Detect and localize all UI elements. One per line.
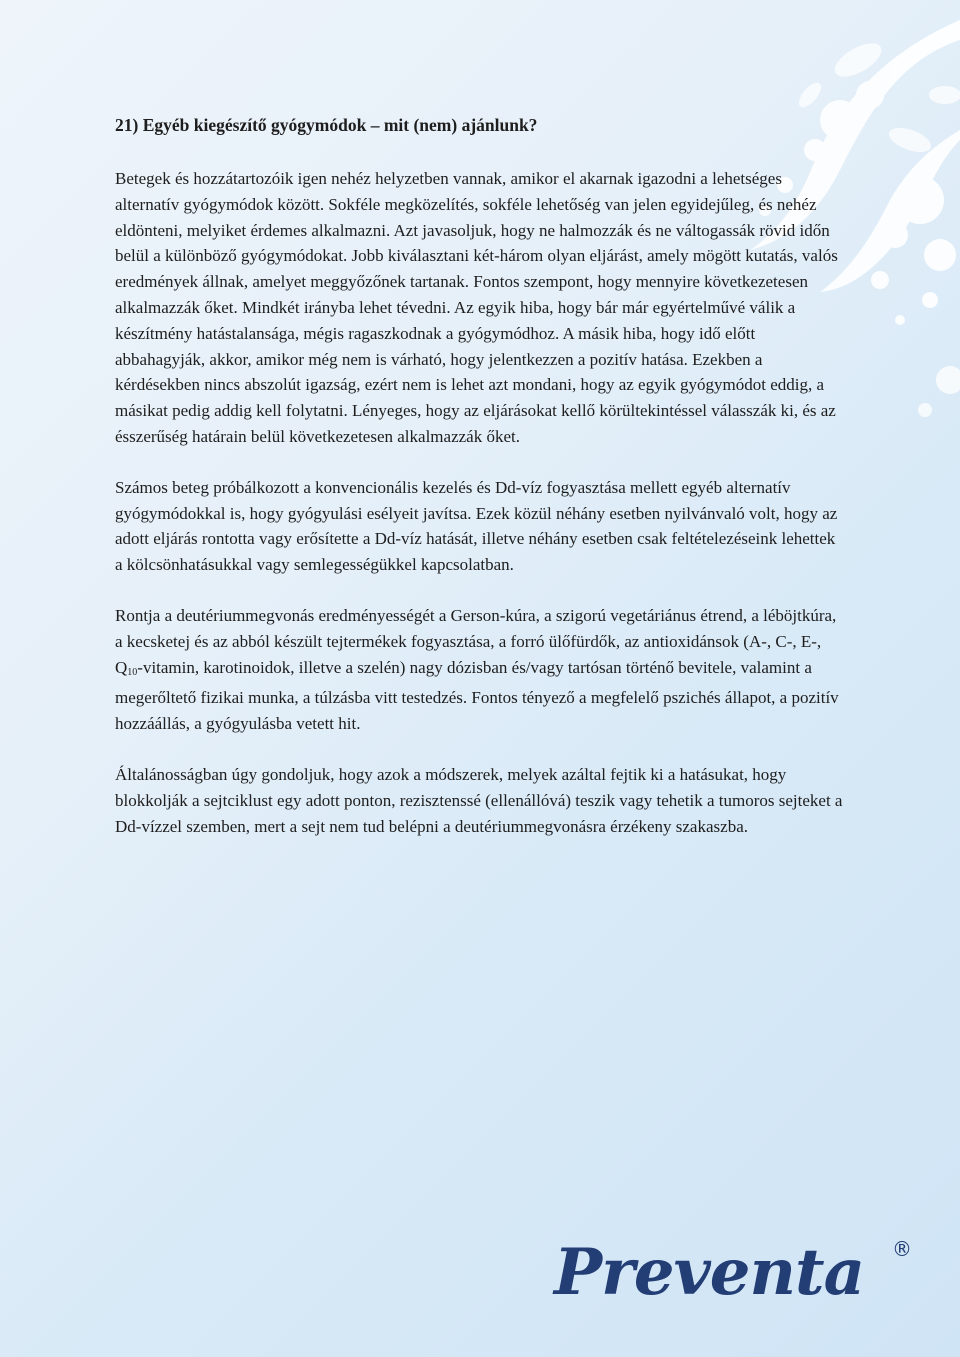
paragraph-2: Számos beteg próbálkozott a konvencionális kezelés és Dd-víz fogyasztása mellett egyéb alternatív gyógymódokkal is, hogy gyógyulási esélyeit javítsa. Ezek közül néhány esetben nyilvánvaló volt, hogy az adott eljárás rontotta vagy erősítette a Dd-víz hatását, illetve néhány esetben csak feltételezéseink lehettek a kölcsönhatásukkal vagy semlegességükkel kapcsolatban. xyxy=(115,477,838,575)
paragraph-1: Betegek és hozzátartozóik igen nehéz helyzetben vannak, amikor el akarnak igazodni a lehetséges alternatív gyógymódok között. Sokféle megközelítés, sokféle lehetőség van jelen egyidejűleg, és nehéz eldönteni, melyiket érdemes alkalmazni. Azt javasoljuk, hogy ne halmozzák és ne váltogassák rövid időn belül a különböző gyógymódokat. Jobb kiválasztani két-három olyan eljárást, amely mögött kutatás, valós eredmények állnak, amelyet meggyőzőnek tartanak. Fontos szempont, hogy mennyire következetesen alkalmazzák őket. Mindkét irányba lehet tévedni. Az egyik hiba, hogy bár már egyértelművé válik a készítmény hatástalansága, mégis ragaszkodnak a gyógymódhoz. A másik hiba, hogy idő előtt abbahagyják, akkor, amikor még nem is várható, hogy jelentkezzen a pozitív hatása. Ezekben a kérdésekben nincs abszolút igazság, ezért nem is lehet azt mondani, hogy az egyik gyógymódot eddig, a másikat pedig addig kell folytatni. Lényeges, hogy az eljárásokat kellő körültekintéssel válasszák ki, és az ésszerűség határain belül következetesen alkalmazzák őket. xyxy=(115,169,838,446)
document-body xyxy=(115,112,847,864)
paragraph-3-part-1: Rontja a deutériummegvonás eredményességét a Gerson-kúra, a szigorú vegetáriánus étrend, a léböjtkúra, a kecsketej és az abból készült tejtermékek fogyasztása, a forró ülőfürdők, az antioxidánsok (A-, C-, E-, Q xyxy=(115,605,837,677)
registered-mark: ® xyxy=(892,1237,912,1261)
paragraph-3 xyxy=(115,603,847,737)
preventa-logo xyxy=(552,1232,922,1312)
subscript-10: 10 xyxy=(127,666,138,678)
paragraph-3-part-2: -vitamin, karotinoidok, illetve a szelén) nagy dózisban és/vagy tartósan történő bevitele, valamint a megerőltető fizikai munka, a túlzásba vitt testedzés. Fontos tényező a megfelelő pszichés állapot, a pozitív hozzáállás, a gyógyulásba vetett hit. xyxy=(115,657,839,734)
logo-wordmark: Preventa xyxy=(554,1235,865,1310)
section-heading: 21) Egyéb kiegészítő gyógymódok – mit (nem) ajánlunk? xyxy=(115,115,538,135)
paragraph-4: Általánosságban úgy gondoljuk, hogy azok a módszerek, melyek azáltal fejtik ki a hatásukat, hogy blokkolják a sejtciklust egy adott ponton, rezisztenssé (ellenállóvá) teszik vagy tehetik a tumoros sejteket a Dd-vízzel szemben, mert a sejt nem tud belépni a deutériummegvonásra érzékeny szakaszba. xyxy=(115,764,843,836)
